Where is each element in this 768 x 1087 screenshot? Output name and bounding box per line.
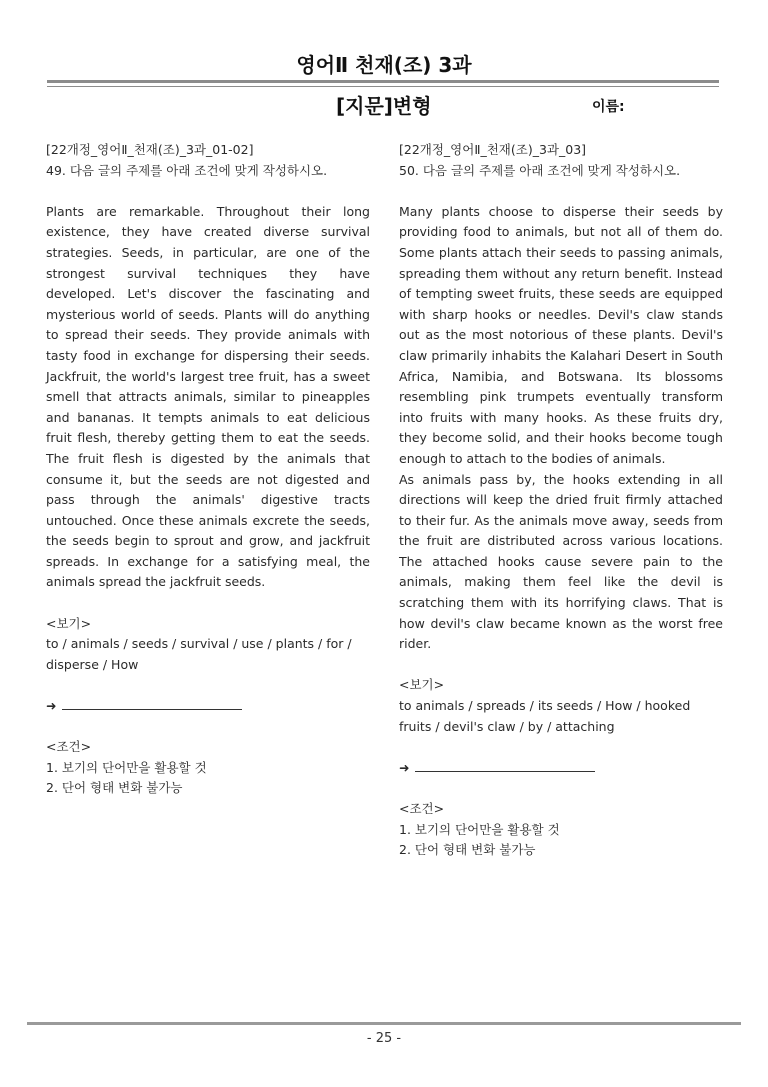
question-code: [22개정_영어Ⅱ_천재(조)_3과_01-02]: [46, 142, 254, 157]
footer-rule: [27, 1022, 741, 1025]
answer-blank[interactable]: [62, 699, 242, 710]
bogi-words: to / animals / seeds / survival / use / plants / for / disperse / How: [46, 636, 352, 672]
page-title: 영어Ⅱ 천재(조) 3과: [296, 53, 472, 77]
page-number: - 25 -: [366, 1031, 402, 1046]
arrow-icon: ➜: [46, 698, 57, 714]
arrow-icon: ➜: [399, 759, 410, 775]
question-code: [22개정_영어Ⅱ_천재(조)_3과_03]: [399, 142, 587, 157]
question-prompt: 50. 다음 글의 주제를 아래 조건에 맞게 작성하시오.: [399, 162, 681, 178]
condition-label: <조건>: [46, 739, 92, 755]
bogi-words: to animals / spreads / its seeds / How / hooked fruits / devil's claw / by / attaching: [399, 698, 691, 734]
condition-item: 1. 보기의 단어만을 활용할 것: [399, 821, 560, 837]
header-rule-thick: [47, 80, 719, 83]
page-subtitle: [지문]변형: [336, 94, 432, 118]
bogi-label: <보기>: [399, 677, 445, 693]
answer-blank[interactable]: [415, 761, 595, 772]
condition-label: <조건>: [399, 801, 445, 816]
condition-item: 2. 단어 형태 변화 불가능: [46, 780, 183, 796]
passage-part-1: Many plants choose to disperse their seeds by providing food to animals, but not all of them do. Some plants attach their seeds to passing animals, spreading them without any return benefit. Instead of tempting sweet fruits, these seeds are equipped with sharp hooks or needles. Devil's claw stands out as the most notorious of these plants. Devil's claw primarily inhabits the Kalahari Desert in South Africa, Namibia, and Botswana. Its blossoms resembling pink trumpets eventually transform into fruits with many hooks. As these fruits dry, they become solid, and their hooks become tough enough to attach to the bodies of animals.: [399, 203, 723, 466]
passage: Plants are remarkable. Throughout their long existence, they have created diverse survival strategies. Seeds, in particular, are one of the strongest survival techniques they have developed. Let's discover the fascinating and mysterious world of seeds. Plants will do anything to spread their seeds. They provide animals with tasty food in exchange for dispersing their seeds. Jackfruit, the world's largest tree fruit, has a sweet smell that attracts animals, similar to pineapples and bananas. It tempts animals to eat delicious fruit flesh, thereby getting them to eat the seeds. The fruit flesh is digested by the animals that consume it, but the seeds are not digested and pass through the animals' digestive tracts untouched. Once these animals excrete the seeds, the seeds begin to sprout and grow, and jackfruit spreads. In exchange for a satisfying meal, the animals spread the jackfruit seeds.: [46, 203, 370, 590]
answer-line[interactable]: [399, 758, 723, 779]
condition-item: 1. 보기의 단어만을 활용할 것: [46, 759, 207, 775]
bogi-label: <보기>: [46, 615, 92, 631]
question-49-column: [46, 140, 370, 799]
name-label: 이름:: [592, 99, 625, 115]
answer-line[interactable]: [46, 696, 370, 717]
question-prompt: 49. 다음 글의 주제를 아래 조건에 맞게 작성하시오.: [46, 162, 328, 178]
question-50-column: [399, 140, 723, 861]
passage-part-2: As animals pass by, the hooks extending in all directions will keep the dried fruit firmly attached to their fur. As the animals move away, seeds from the fruit are distributed across various locations. The attached hooks cause severe pain to the animals, making them feel like the devil is scratching them with its horrifying claws. That is how devil's claw became known as the worst free rider.: [399, 471, 723, 652]
header-rule-thin: [47, 86, 719, 87]
condition-item: 2. 단어 형태 변화 불가능: [399, 842, 536, 858]
